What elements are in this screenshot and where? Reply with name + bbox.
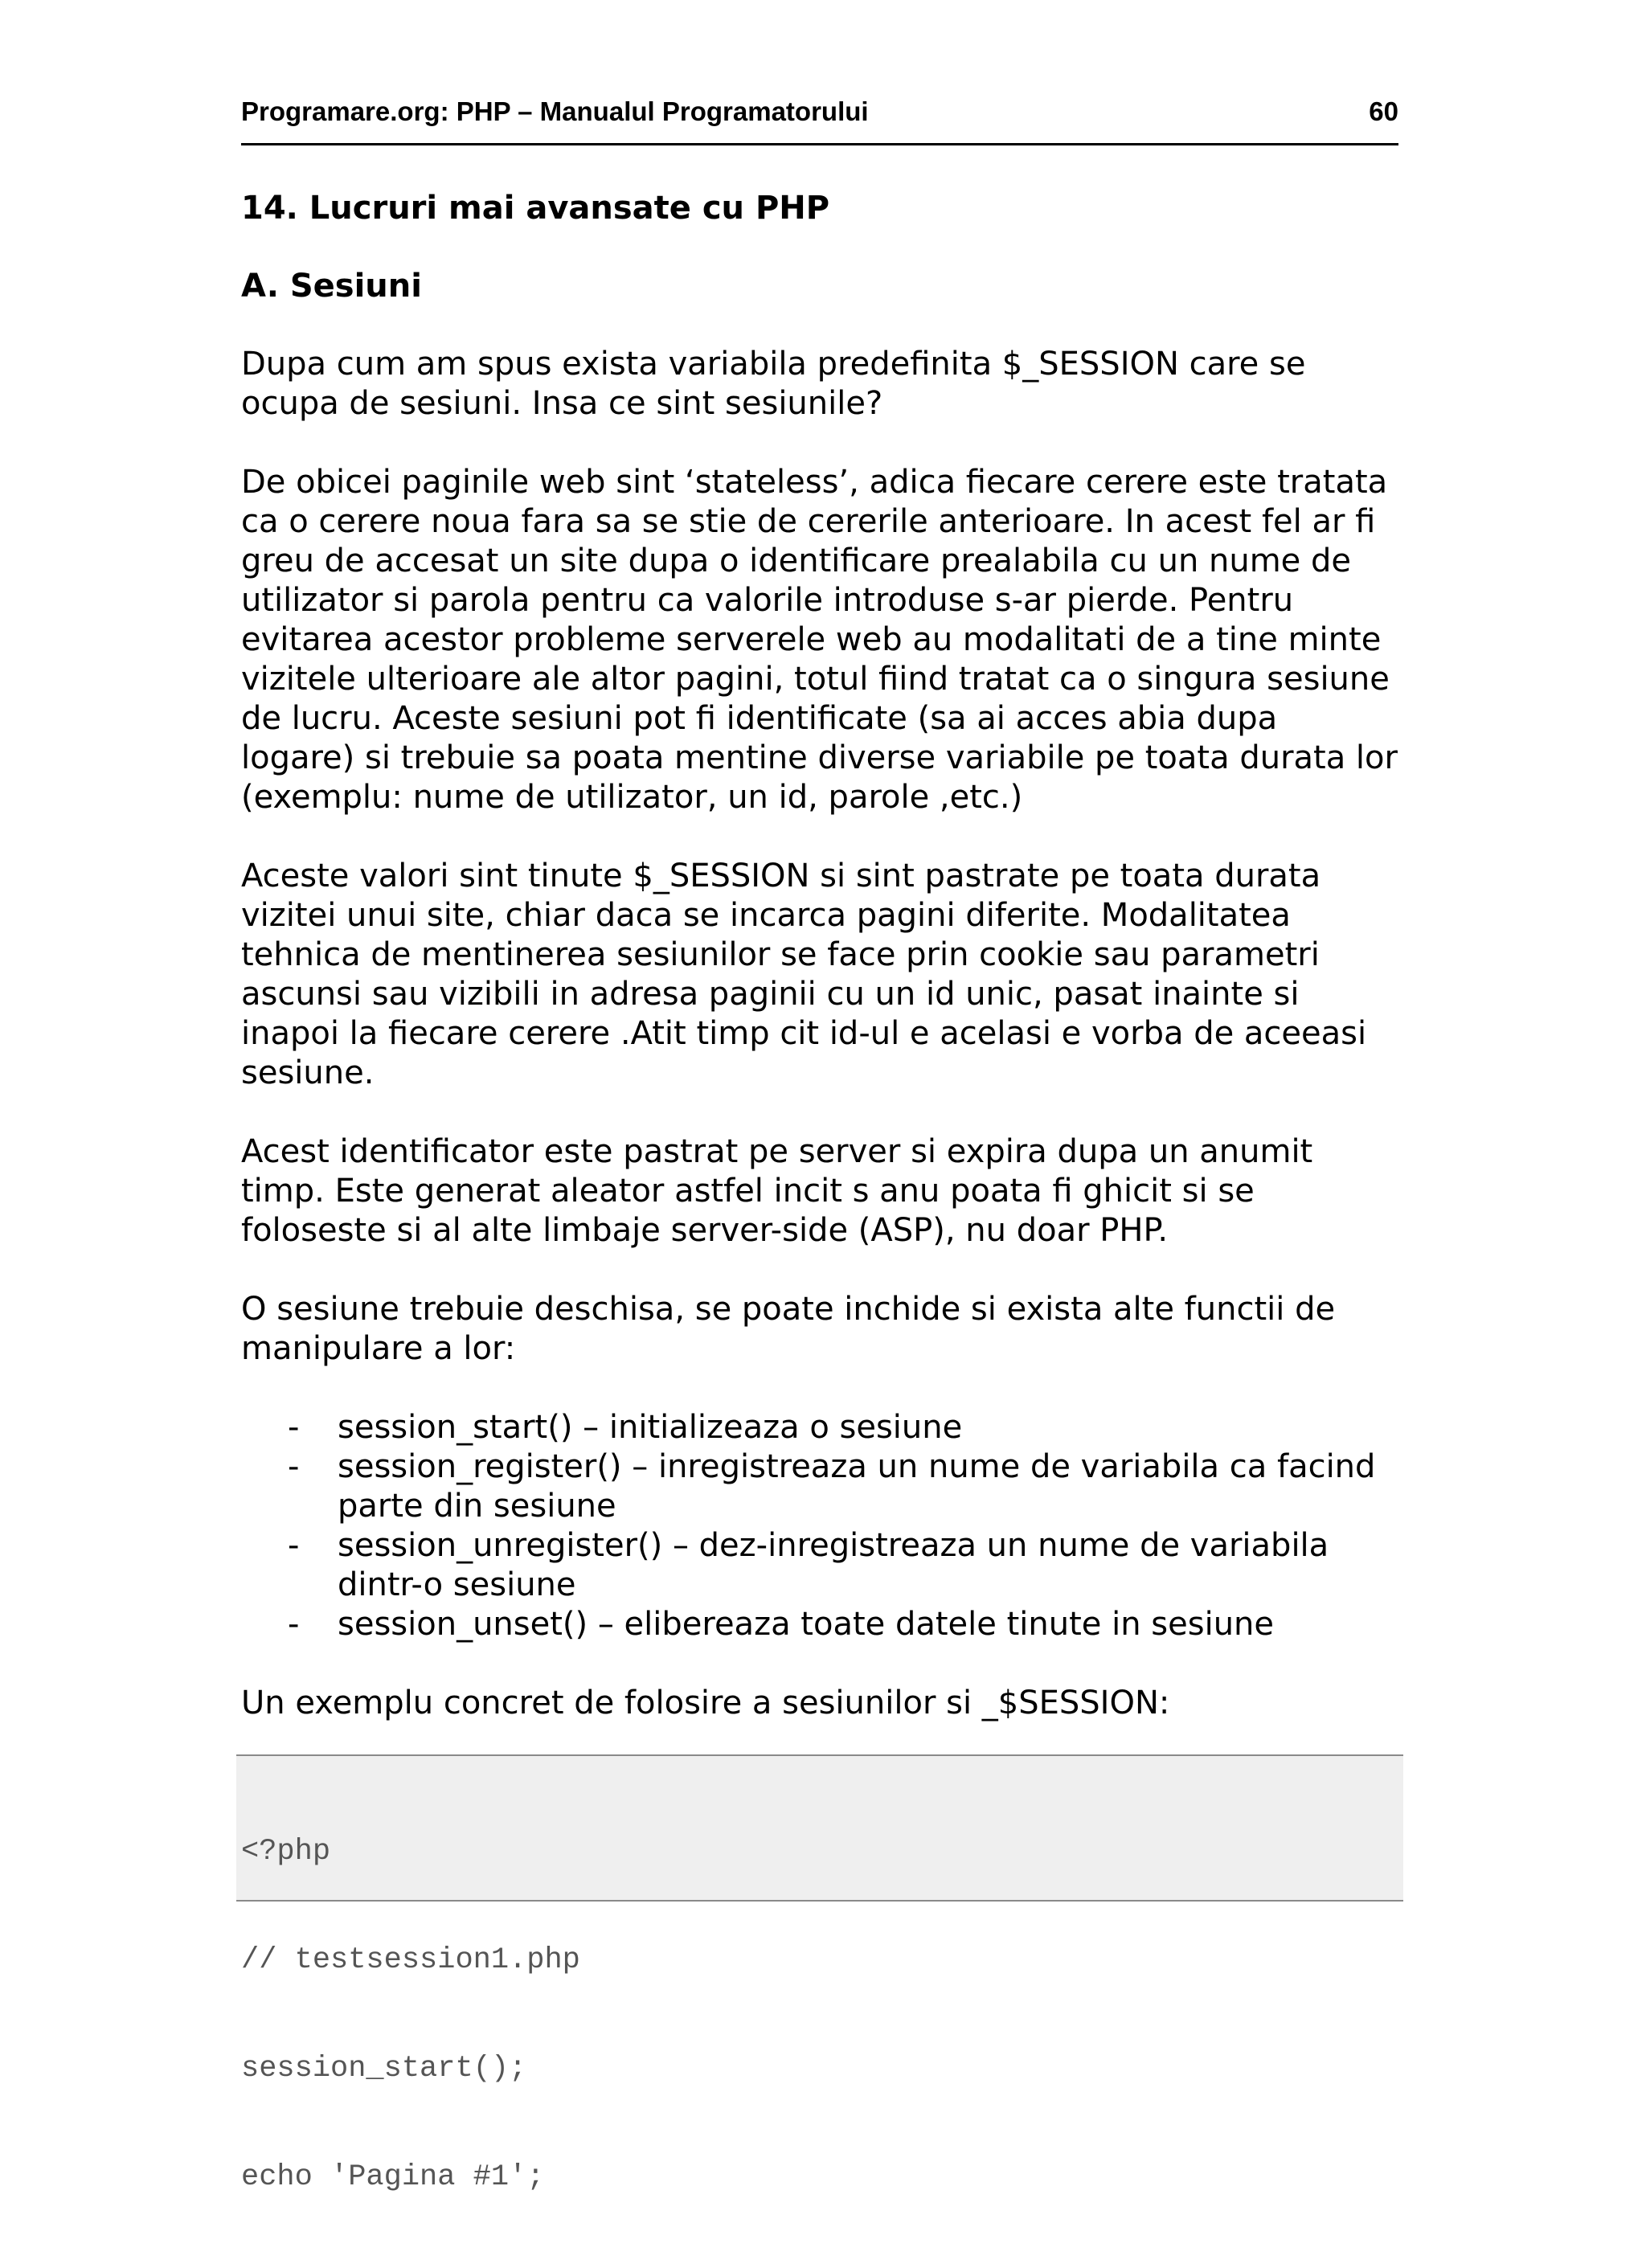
header-title: Programare.org: PHP – Manualul Programatorului [241, 96, 869, 126]
page-content [241, 189, 1398, 1762]
section-title: A. Sesiuni [241, 268, 422, 305]
code-line: // testsession1.php [241, 1943, 580, 1977]
list-bullet: - [288, 1527, 300, 1564]
function-list [241, 1408, 1398, 1644]
list-item [241, 1605, 1398, 1644]
page-number: 60 [1369, 96, 1398, 126]
paragraph: Aceste valori sint tinute $_SESSION si sint pastrate pe toata durata vizitei unui site, chiar daca se incarca pagini diferite. Modalitatea tehnica de mentinerea sesiunilor se face prin cookie sau parametri ascunsi sau vizibili in adresa paginii cu un id unic, pasat inainte si inapoi la fiecare cerere .Atit timp cit id-ul e acelasi e vorba de aceeasi sesiune. [241, 858, 1367, 1091]
code-line: echo 'Pagina #1'; [241, 2160, 545, 2194]
list-item-text: session_start() – initializeaza o sesiune [338, 1409, 963, 1446]
example-intro: Un exemplu concret de folosire a sesiunilor si _$SESSION: [241, 1685, 1170, 1721]
code-block [236, 1754, 1403, 2194]
list-item [241, 1447, 1398, 1526]
list-item-text: session_register() – inregistreaza un nume de variabila ca facind parte din sesiune [338, 1448, 1376, 1525]
chapter-title: 14. Lucruri mai avansate cu PHP [241, 190, 830, 227]
paragraph: Acest identificator este pastrat pe server si expira dupa un anumit timp. Este generat aleator astfel incit s anu poata fi ghicit si se foloseste si al alte limbaje server-side (ASP), nu doar PHP. [241, 1133, 1313, 1249]
list-bullet: - [288, 1448, 300, 1485]
paragraph: De obicei paginile web sint ‘stateless’, adica fiecare cerere este tratata ca o cerere noua fara sa se stie de cererile anterioare. In acest fel ar fi greu de accesat un site dupa o identificare prealabila cu un nume de utilizator si parola pentru ca valorile introduse s-ar pierde. Pentru evitarea acestor probleme serverele web au modalitati de a tine minte vizitele ulterioare ale altor pagini, totul fiind tratat ca o singura sesiune de lucru. Aceste sesiuni pot fi identificate (sa ai acces abia dupa logare) si trebuie sa poata mentine diverse variabile pe toata durata lor (exemplu: nume de utilizator, un id, parole ,etc.) [241, 464, 1398, 816]
list-bullet: - [288, 1606, 300, 1643]
paragraph: Dupa cum am spus exista variabila predefinita $_SESSION care se ocupa de sesiuni. Insa ce sint sesiunile? [241, 346, 1306, 422]
list-item [241, 1526, 1398, 1605]
list-item [241, 1408, 1398, 1447]
page-header [241, 92, 1398, 145]
code-line: <?php [241, 1835, 331, 1869]
list-item-text: session_unset() – elibereaza toate datele tinute in sesiune [338, 1606, 1274, 1643]
list-item-text: session_unregister() – dez-inregistreaza un nume de variabila dintr-o sesiune [338, 1527, 1329, 1603]
code-line: session_start(); [241, 2052, 527, 2086]
paragraph: O sesiune trebuie deschisa, se poate inchide si exista alte functii de manipulare a lor: [241, 1291, 1336, 1367]
list-bullet: - [288, 1409, 300, 1446]
